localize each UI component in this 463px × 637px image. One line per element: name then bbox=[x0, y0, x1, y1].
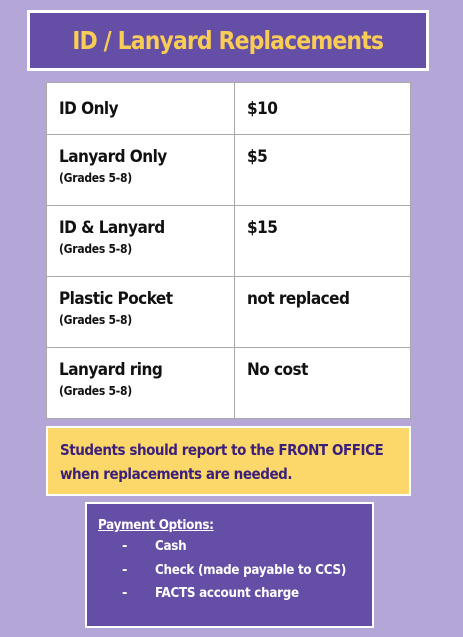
payment-option: FACTS account charge bbox=[155, 586, 299, 602]
item-grade: (Grades 5-8) bbox=[59, 384, 132, 398]
price-cell bbox=[235, 348, 411, 419]
payment-option: Check (made payable to CCS) bbox=[155, 562, 347, 578]
notice-box bbox=[46, 426, 411, 496]
price-cell bbox=[235, 135, 411, 206]
list-item bbox=[98, 559, 372, 583]
item-name: Lanyard ring bbox=[59, 360, 163, 380]
table-row bbox=[47, 206, 411, 277]
table-row bbox=[47, 348, 411, 419]
item-cell bbox=[47, 348, 235, 419]
list-item bbox=[98, 582, 372, 606]
table-row bbox=[47, 83, 411, 135]
table-row bbox=[47, 277, 411, 348]
payment-options-box bbox=[85, 502, 374, 628]
bullet-dash: - bbox=[122, 586, 128, 602]
item-cell bbox=[47, 206, 235, 277]
table-row bbox=[47, 135, 411, 206]
item-name: Lanyard Only bbox=[59, 147, 167, 167]
payment-option: Cash bbox=[155, 539, 187, 555]
item-price: $15 bbox=[247, 218, 278, 238]
item-price: not replaced bbox=[247, 289, 350, 309]
item-grade: (Grades 5-8) bbox=[59, 313, 132, 327]
item-grade: (Grades 5-8) bbox=[59, 171, 132, 185]
payment-heading: Payment Options: bbox=[98, 518, 214, 533]
list-item bbox=[98, 535, 372, 559]
item-name: Plastic Pocket bbox=[59, 289, 173, 309]
notice-text: Students should report to the FRONT OFFICE bbox=[60, 441, 384, 459]
item-cell bbox=[47, 135, 235, 206]
price-cell bbox=[235, 277, 411, 348]
item-price: $10 bbox=[247, 98, 278, 119]
page-title: ID / Lanyard Replacements bbox=[72, 26, 384, 55]
item-name: ID & Lanyard bbox=[59, 218, 165, 238]
bullet-dash: - bbox=[122, 539, 128, 555]
price-cell bbox=[235, 206, 411, 277]
item-cell bbox=[47, 83, 235, 135]
bullet-dash: - bbox=[122, 562, 128, 578]
price-table bbox=[46, 82, 411, 419]
item-cell bbox=[47, 277, 235, 348]
price-cell bbox=[235, 83, 411, 135]
payment-list bbox=[98, 535, 372, 606]
item-price: $5 bbox=[247, 147, 268, 167]
item-grade: (Grades 5-8) bbox=[59, 242, 132, 256]
item-name: ID Only bbox=[59, 98, 119, 119]
title-banner bbox=[27, 10, 429, 71]
item-price: No cost bbox=[247, 360, 308, 380]
notice-text: when replacements are needed. bbox=[60, 465, 293, 483]
